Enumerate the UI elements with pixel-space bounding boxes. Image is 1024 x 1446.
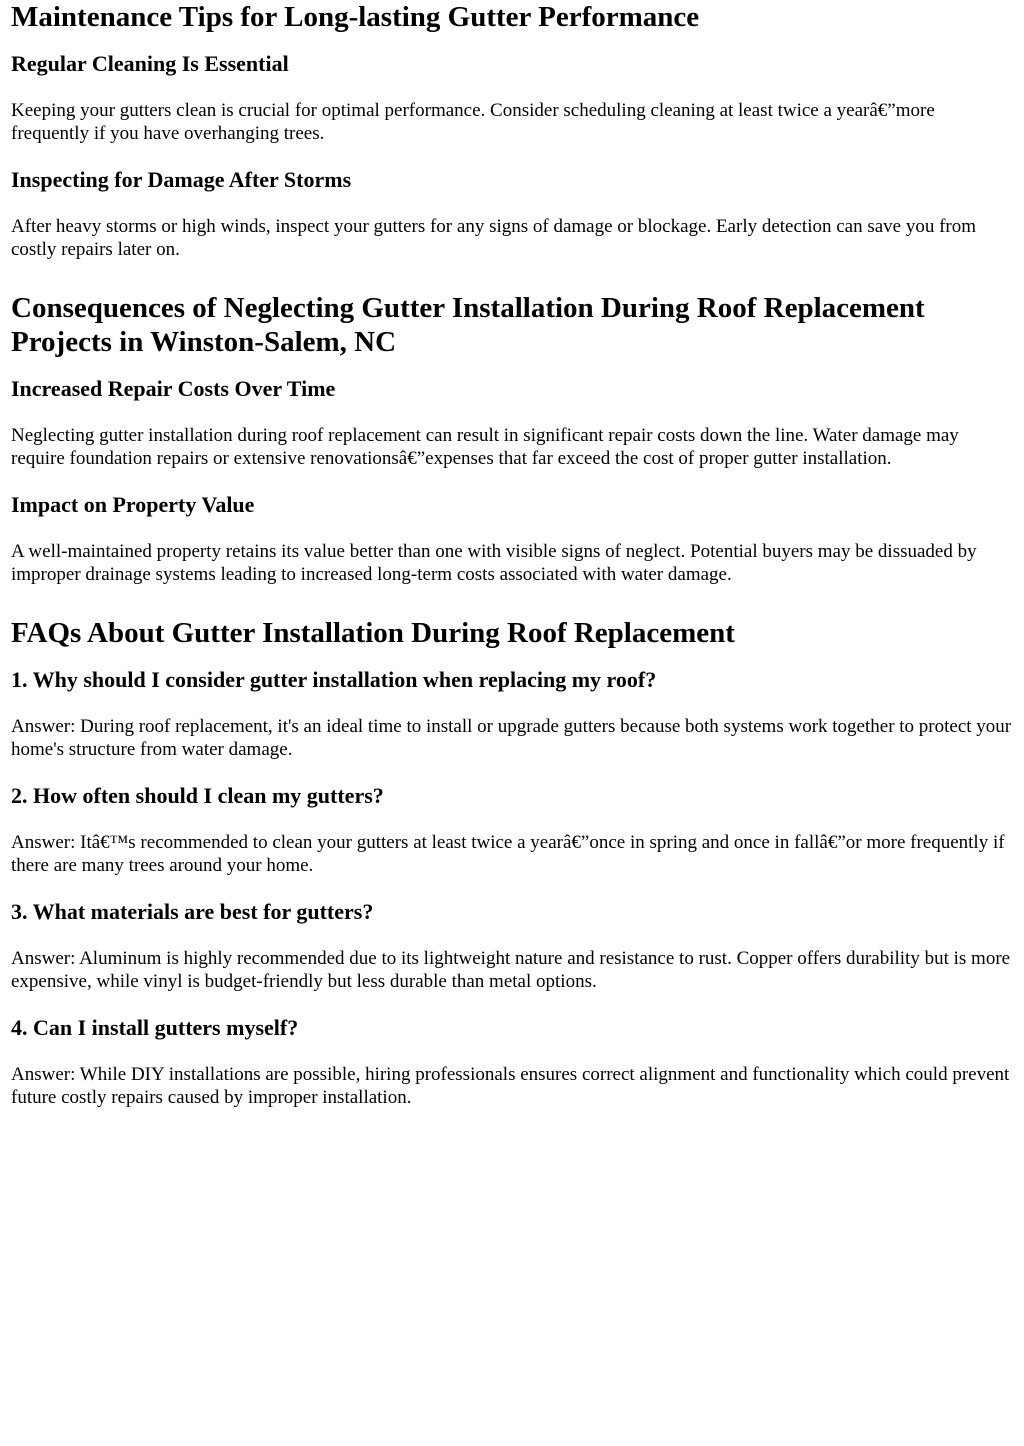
subheading-repair-costs: Increased Repair Costs Over Time — [11, 376, 336, 401]
section-title: FAQs About Gutter Installation During Roof Replacement — [11, 617, 735, 649]
section-consequences — [11, 291, 1016, 586]
paragraph-property-value: A well-maintained property retains its value better than one with visible signs of neglect. Potential buyers may be dissuaded by improper drainage systems leading to increased long-term costs associated with water damage. — [11, 541, 977, 585]
article — [11, 0, 1016, 1109]
subheading-regular-cleaning: Regular Cleaning Is Essential — [11, 51, 289, 76]
section-title: Consequences of Neglecting Gutter Installation During Roof Replacement Projects in Winston-Salem, NC — [11, 292, 925, 358]
subheading-inspecting-damage: Inspecting for Damage After Storms — [11, 167, 352, 192]
paragraph-inspecting-damage: After heavy storms or high winds, inspect your gutters for any signs of damage or blockage. Early detection can save you from costly repairs later on. — [11, 216, 977, 260]
faq-question-1: 1. Why should I consider gutter installation when replacing my roof? — [11, 667, 657, 692]
section-title: Maintenance Tips for Long-lasting Gutter Performance — [11, 1, 700, 33]
faq-answer-1: Answer: During roof replacement, it's an ideal time to install or upgrade gutters because both systems work together to protect your home's structure from water damage. — [11, 716, 1012, 760]
faq-answer-4: Answer: While DIY installations are possible, hiring professionals ensures correct alignment and functionality which could prevent future costly repairs caused by improper installation. — [11, 1064, 1010, 1108]
paragraph-regular-cleaning: Keeping your gutters clean is crucial for optimal performance. Consider scheduling cleaning at least twice a yearâ€”more frequently if you have overhanging trees. — [11, 100, 935, 144]
faq-question-3: 3. What materials are best for gutters? — [11, 899, 374, 924]
paragraph-repair-costs: Neglecting gutter installation during roof replacement can result in significant repair costs down the line. Water damage may require foundation repairs or extensive renovationsâ€”expenses that far exceed the cost of proper gutter installation. — [11, 425, 959, 469]
section-faqs — [11, 616, 1016, 1109]
faq-answer-3: Answer: Aluminum is highly recommended due to its lightweight nature and resistance to rust. Copper offers durability but is more expensive, while vinyl is budget-friendly but less durable than metal options. — [11, 948, 1011, 992]
section-maintenance-tips — [11, 0, 1016, 261]
faq-answer-2: Answer: Itâ€™s recommended to clean your gutters at least twice a yearâ€”once in spring and once in fallâ€”or more frequently if there are many trees around your home. — [11, 832, 1005, 876]
faq-question-4: 4. Can I install gutters myself? — [11, 1015, 299, 1040]
faq-question-2: 2. How often should I clean my gutters? — [11, 783, 384, 808]
subheading-property-value: Impact on Property Value — [11, 492, 255, 517]
